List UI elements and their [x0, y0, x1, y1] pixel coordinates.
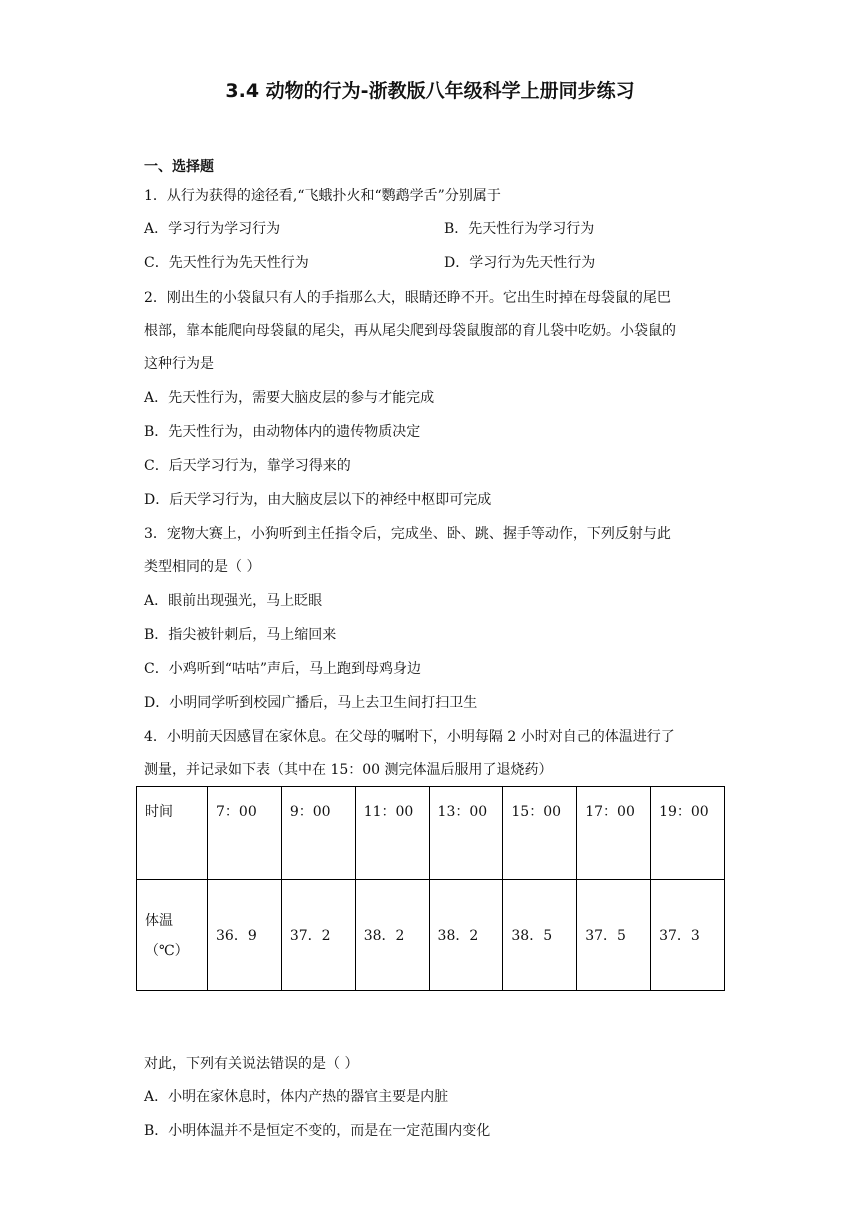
temperature-cell: 38．2: [355, 880, 429, 991]
question-4-option-a: A．小明在家休息时，体内产热的器官主要是内脏: [144, 1089, 449, 1105]
table-row-temperature: [137, 880, 725, 991]
temperature-cell: 37．5: [577, 880, 651, 991]
temperature-cell: 37．3: [651, 880, 725, 991]
temperature-cell: 38．2: [429, 880, 503, 991]
time-cell: 19：00: [651, 787, 725, 880]
temperature-cell: 38．5: [503, 880, 577, 991]
question-2-stem-line-2: 根部，靠本能爬向母袋鼠的尾尖，再从尾尖爬到母袋鼠腹部的育儿袋中吃奶。小袋鼠的: [144, 323, 676, 339]
question-2-stem-line-3: 这种行为是: [144, 356, 214, 372]
temperature-table: [136, 786, 725, 991]
time-header-cell: 时间: [137, 787, 208, 880]
question-1-stem: 1．从行为获得的途径看,“飞蛾扑火和“鹦鹉学舌”分别属于: [144, 188, 501, 204]
temperature-cell: 37．2: [281, 880, 355, 991]
question-3-option-c: C．小鸡听到“咕咕”声后，马上跑到母鸡身边: [144, 661, 422, 677]
temperature-header-cell: [137, 880, 208, 991]
question-3-stem-line-2: 类型相同的是（ ）: [144, 559, 261, 575]
question-3-option-d: D．小明同学听到校园广播后，马上去卫生间打扫卫生: [144, 695, 478, 711]
question-3-stem-line-1: 3．宠物大赛上，小狗听到主任指令后，完成坐、卧、跳、握手等动作，下列反射与此: [144, 526, 671, 542]
question-1-option-b: B．先天性行为学习行为: [444, 221, 595, 237]
section-heading: 一、选择题: [144, 159, 214, 175]
question-3-option-b: B．指尖被针刺后，马上缩回来: [144, 627, 337, 643]
question-1-option-d: D．学习行为先天性行为: [444, 255, 596, 271]
question-2-option-c: C．后天学习行为，靠学习得来的: [144, 458, 351, 474]
temperature-cell: 36．9: [208, 880, 282, 991]
question-4-stem-line-2: 测量，并记录如下表（其中在 15：00 测完体温后服用了退烧药）: [144, 762, 553, 778]
question-1-option-c: C．先天性行为先天性行为: [144, 255, 309, 271]
temperature-label: 体温: [145, 913, 173, 929]
question-2-option-d: D．后天学习行为，由大脑皮层以下的神经中枢即可完成: [144, 492, 492, 508]
question-1-option-a: A．学习行为学习行为: [144, 221, 281, 237]
time-cell: 13：00: [429, 787, 503, 880]
question-4-option-b: B．小明体温并不是恒定不变的，而是在一定范围内变化: [144, 1123, 491, 1139]
table-row-time: [137, 787, 725, 880]
question-3-option-a: A．眼前出现强光，马上眨眼: [144, 593, 323, 609]
page-title: 3.4 动物的行为-浙教版八年级科学上册同步练习: [225, 80, 635, 102]
question-4-stem-line-1: 4．小明前天因感冒在家休息。在父母的嘱咐下，小明每隔 2 小时对自己的体温进行了: [144, 729, 675, 745]
temperature-unit: （℃）: [145, 943, 189, 959]
question-2-option-b: B．先天性行为，由动物体内的遗传物质决定: [144, 424, 421, 440]
question-2-stem-line-1: 2．刚出生的小袋鼠只有人的手指那么大，眼睛还睁不开。它出生时掉在母袋鼠的尾巴: [144, 290, 671, 306]
time-cell: 11：00: [355, 787, 429, 880]
time-cell: 17：00: [577, 787, 651, 880]
time-cell: 7：00: [208, 787, 282, 880]
time-cell: 9：00: [281, 787, 355, 880]
question-4-follow-up: 对此，下列有关说法错误的是（ ）: [144, 1056, 359, 1072]
time-cell: 15：00: [503, 787, 577, 880]
question-2-option-a: A．先天性行为，需要大脑皮层的参与才能完成: [144, 390, 435, 406]
